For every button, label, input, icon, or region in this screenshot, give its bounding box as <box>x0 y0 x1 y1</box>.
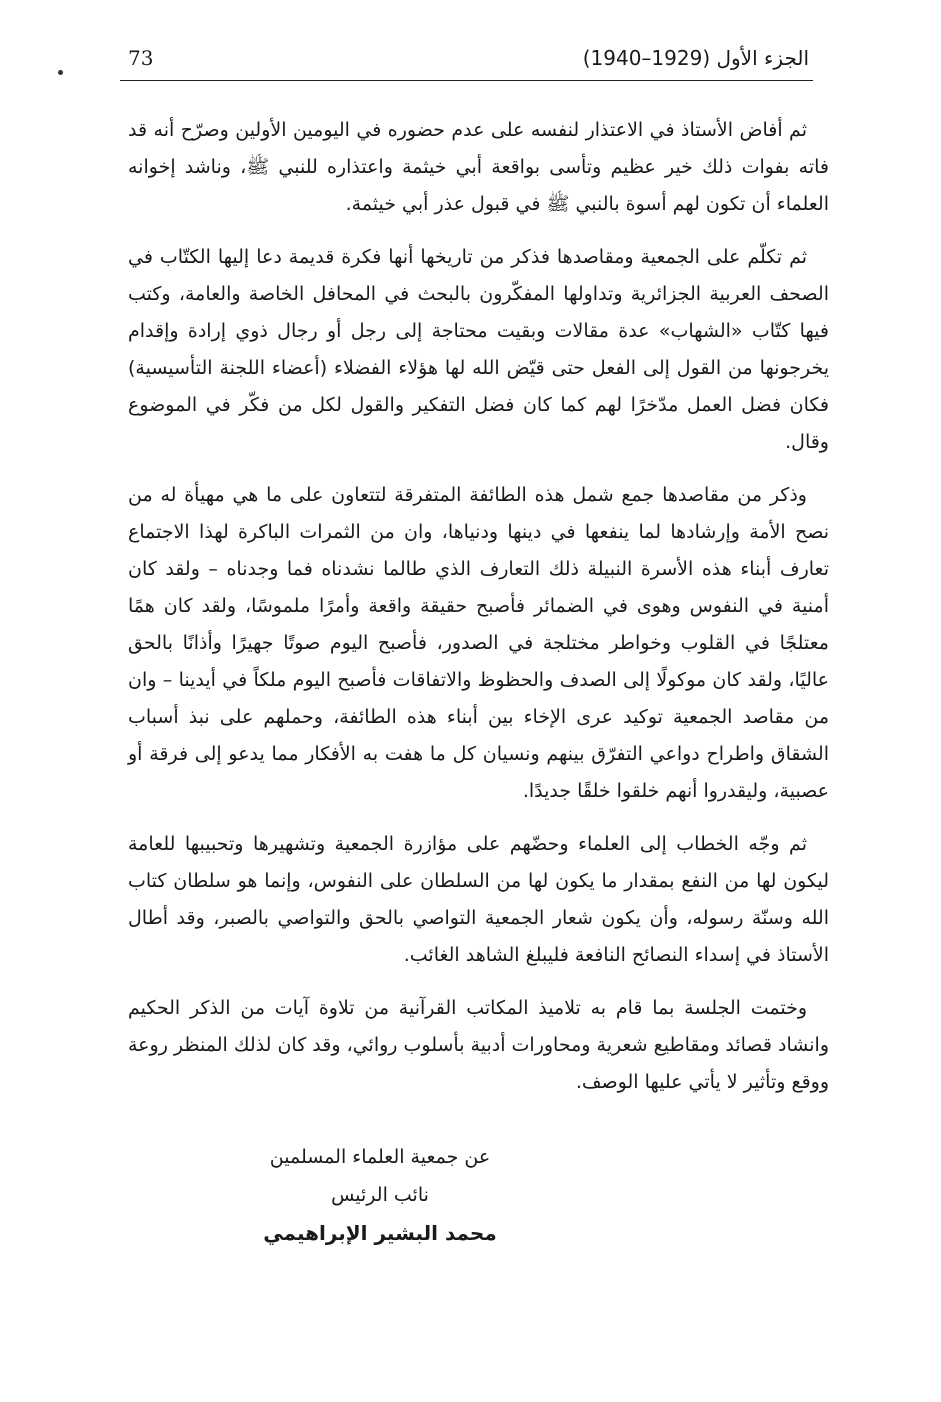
margin-dot <box>58 70 63 75</box>
body-text <box>128 112 829 1117</box>
paragraph: وذكر من مقاصدها جمع شمل هذه الطائفة المتفرقة لتتعاون على ما هي مهيأة له من نصح الأمة وإرشادها لما ينفعها في دينها ودنياها، وان من الثمرات الباكرة لهذا الاجتماع تعارف أبناء هذه الأسرة النبيلة ذلك التعارف الذي طالما نشدناه فما وجدناه – ولقد كان أمنية في النفوس وهوى في الضمائر فأصبح حقيقة واقعة وأمرًا ملموسًا، ولقد كان همًا معتلجًا في القلوب وخواطر مختلجة في الصدور، فأصبح اليوم صوتًا جهيرًا وأذانًا بالحق عاليًا، ولقد كان موكولًا إلى الصدف والحظوظ والاتفاقات فأصبح اليوم ملكاً في أيدينا – وان من مقاصد الجمعية توكيد عرى الإخاء بين أبناء هذه الطائفة، وحملهم على نبذ أسباب الشقاق واطراح دواعي التفرّق بينهم ونسيان كل ما هفت به الأفكار مما يدعو إلى فرقة أو عصبية، وليقدروا أنهم خلقوا خلقًا جديدًا. <box>128 484 829 802</box>
signature-block <box>240 1138 520 1252</box>
page-number: 73 <box>128 46 154 70</box>
page-header <box>120 44 813 81</box>
paragraph: وختمت الجلسة بما قام به تلاميذ المكاتب القرآنية من تلاوة آيات من الذكر الحكيم وانشاد قصائد ومقاطيع شعرية ومحاورات أدبية بأسلوب روائي، وقد كان لذلك المنظر روعة ووقع وتأثير لا يأتي عليها الوصف. <box>128 997 829 1093</box>
paragraph: ثم وجّه الخطاب إلى العلماء وحضّهم على مؤازرة الجمعية وتشهيرها وتحبيبها للعامة ليكون لها من النفع بمقدار ما يكون لها من السلطان على النفوس، وإنما هو سلطان كتاب الله وسنّة رسوله، وأن يكون شعار الجمعية التواصي بالحق والتواصي بالصبر، وقد أطال الأستاذ في إسداء النصائح النافعة فليبلغ الشاهد الغائب. <box>128 833 829 966</box>
signature-organization: عن جمعية العلماء المسلمين <box>269 1146 491 1168</box>
running-head: الجزء الأول (1929–1940) <box>582 46 809 70</box>
paragraph: ثم أفاض الأستاذ في الاعتذار لنفسه على عدم حضوره في اليومين الأولين وصرّح أنه قد فاته بفوات ذلك خير عظيم وتأسى بواقعة أبي خيثمة واعتذاره للنبي ﷺ، وناشد إخوانه العلماء أن تكون لهم أسوة بالنبي ﷺ في قبول عذر أبي خيثمة. <box>128 119 829 215</box>
paragraph: ثم تكلّم على الجمعية ومقاصدها فذكر من تاريخها أنها فكرة قديمة دعا إليها الكتّاب في الصحف العربية الجزائرية وتداولها المفكّرون بالبحث في المحافل الخاصة والعامة، وكتب فيها كتّاب «الشهاب» عدة مقالات وبقيت محتاجة إلى رجل أو رجال ذوي إرادة وإقدام يخرجونها من القول إلى الفعل حتى قيّض الله لها هؤلاء الفضلاء (أعضاء اللجنة التأسيسية) فكان فضل العمل مدّخرًا لهم كما كان فضل التفكير والقول لكل من فكّر في الموضوع وقال. <box>128 246 829 453</box>
signature-name: محمد البشير الإبراهيمي <box>263 1221 497 1245</box>
signature-title: نائب الرئيس <box>331 1184 429 1206</box>
